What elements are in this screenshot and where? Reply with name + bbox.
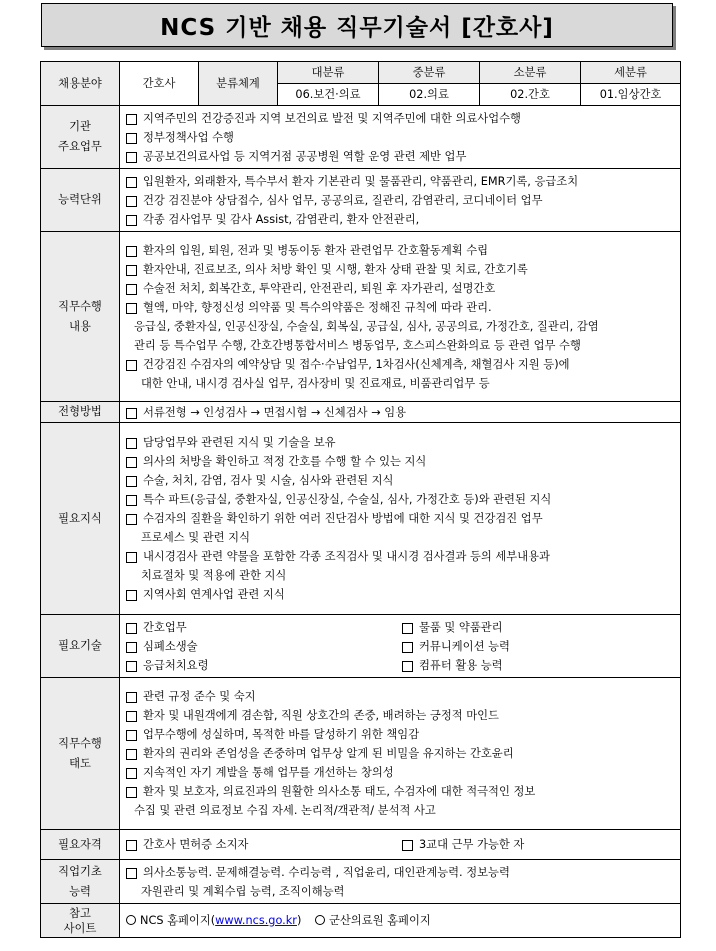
list-item: 건강검진 수검자의 예약상담 및 접수·수납업무, 1차검사(신체계측, 채혈검사 지원 등)에	[124, 355, 676, 374]
list-item: 의사소통능력. 문제해결능력. 수리능력 , 직업윤리, 대인관계능력. 정보능력	[124, 863, 676, 882]
list-item-continuation: 대한 안내, 내시경 검사실 업무, 검사장비 및 진료재료, 비품관리업무 등	[141, 376, 490, 390]
reference-label: 참고 사이트	[41, 904, 120, 938]
list-item: 관련 규정 준수 및 숙지	[124, 687, 676, 706]
list-item: 정부정책사업 수행	[124, 128, 676, 147]
hospital-homepage-text: 군산의료원 홈페이지	[328, 914, 431, 927]
list-item: 업무수행에 성실하며, 목적한 바를 달성하기 위한 책임감	[124, 725, 676, 744]
list-item: 심폐소생술	[124, 637, 400, 656]
main-duties-label: 기관 주요업무	[41, 106, 120, 169]
field-label: 채용분야	[41, 62, 120, 106]
checkbox-icon	[126, 787, 137, 798]
list-item: 환자 및 보호자, 의료진과의 원활한 의사소통 태도, 수검자에 대한 적극적인 정보	[124, 782, 676, 801]
checkbox-icon	[126, 196, 137, 207]
job-content-content	[120, 232, 681, 402]
checkbox-icon	[126, 303, 137, 314]
job-content-label: 직무수행 내용	[41, 232, 120, 402]
skills-label: 필요기술	[41, 615, 120, 678]
list-item: 간호업무	[124, 618, 400, 637]
list-item: 각종 검사업무 및 감사 Assist, 감염관리, 환자 안전관리,	[124, 210, 676, 229]
competency-label: 능력단위	[41, 169, 120, 232]
knowledge-label: 필요지식	[41, 423, 120, 615]
hiring-content	[120, 402, 681, 423]
list-item: 수검자의 질환을 확인하기 위한 여러 진단검사 방법에 대한 지식 및 건강검진 업무	[124, 509, 676, 528]
ncs-homepage-link[interactable]: www.ncs.go.kr	[215, 914, 297, 927]
level-name: 세분류	[581, 62, 681, 84]
list-item-continuation: 프로세스 및 관련 지식	[141, 531, 250, 544]
main-duties-content	[120, 106, 681, 169]
checkbox-icon	[126, 590, 137, 601]
checkbox-icon	[402, 642, 413, 653]
checkbox-icon	[126, 642, 137, 653]
list-item: 지역주민의 건강증진과 지역 보건의료 발전 및 지역주민에 대한 의료사업수행	[124, 109, 676, 128]
checkbox-icon	[126, 152, 137, 163]
list-item-continuation: 응급실, 중환자실, 인공신장실, 수술실, 회복실, 공급실, 심사, 공공의료, 가정간호, 질관리, 감염	[134, 319, 599, 333]
list-item: 담당업무와 관련된 지식 및 기술을 보유	[124, 433, 676, 452]
field-value: 간호사	[120, 62, 199, 106]
checkbox-icon	[126, 408, 137, 419]
reference-content: NCS 홈페이지(www.ncs.go.kr) 군산의료원 홈페이지	[120, 904, 681, 938]
list-item: 의사의 처방을 확인하고 적정 간호를 수행 할 수 있는 지식	[124, 452, 676, 471]
job-description-table	[40, 61, 681, 938]
checkbox-icon	[402, 661, 413, 672]
knowledge-content	[120, 423, 681, 615]
list-item: 지속적인 자기 계발을 통해 업무를 개선하는 창의성	[124, 763, 676, 782]
checkbox-icon	[126, 265, 137, 276]
qualification-content	[120, 830, 681, 860]
checkbox-icon	[126, 438, 137, 449]
level-value: 06.보건·의료	[278, 84, 379, 106]
attitude-content	[120, 678, 681, 830]
hiring-label: 전형방법	[41, 402, 120, 423]
basic-ability-content	[120, 860, 681, 904]
checkbox-icon	[126, 457, 137, 468]
classification-label: 분류체계	[199, 62, 278, 106]
attitude-label: 직무수행 태도	[41, 678, 120, 830]
checkbox-icon	[126, 749, 137, 760]
level-value: 02.의료	[379, 84, 480, 106]
checkbox-icon	[126, 514, 137, 525]
checkbox-icon	[126, 284, 137, 295]
level-name: 중분류	[379, 62, 480, 84]
list-item: 지역사회 연계사업 관련 지식	[124, 585, 676, 604]
list-item: 응급처치요령	[124, 656, 400, 675]
list-item: 환자안내, 진료보조, 의사 처방 확인 및 시행, 환자 상태 관찰 및 치료, 간호기록	[124, 260, 676, 279]
checkbox-icon	[126, 692, 137, 703]
list-item: 커뮤니케이션 능력	[400, 637, 676, 656]
checkbox-icon	[126, 661, 137, 672]
list-item: 입원환자, 외래환자, 특수부서 환자 기본관리 및 물품관리, 약품관리, EMR기록, 응급조치	[124, 172, 676, 191]
list-item-continuation: 수집 및 관련 의료정보 수집 자세. 논리적/객관적/ 분석적 사고	[134, 804, 436, 817]
checkbox-icon	[126, 495, 137, 506]
list-item-continuation: 관리 등 특수업무 수행, 간호간병통합서비스 병동업무, 호스피스완화의료 등 관련 업무 수행	[134, 338, 581, 352]
checkbox-icon	[126, 177, 137, 188]
checkbox-icon	[126, 552, 137, 563]
checkbox-icon	[126, 476, 137, 487]
list-item: 건강 검진분야 상담접수, 심사 업무, 공공의료, 질관리, 감염관리, 코디네이터 업무	[124, 191, 676, 210]
checkbox-icon	[126, 730, 137, 741]
checkbox-icon	[402, 840, 413, 851]
checkbox-icon	[126, 246, 137, 257]
list-item: 컴퓨터 활용 능력	[400, 656, 676, 675]
skills-content	[120, 615, 681, 678]
level-value: 01.임상간호	[581, 84, 681, 106]
circle-bullet-icon	[315, 915, 325, 925]
list-item-continuation: 치료절차 및 적용에 관한 지식	[141, 569, 287, 582]
list-item: 수술, 처치, 감염, 검사 및 시술, 심사와 관련된 지식	[124, 471, 676, 490]
list-item: 특수 파트(응급실, 중환자실, 인공신장실, 수술실, 심사, 가정간호 등)와 관련된 지식	[124, 490, 676, 509]
qualification-label: 필요자격	[41, 830, 120, 860]
checkbox-icon	[126, 360, 137, 371]
checkbox-icon	[126, 133, 137, 144]
checkbox-icon	[126, 215, 137, 226]
page-title: NCS 기반 채용 직무기술서 [간호사]	[41, 3, 673, 47]
list-item: 공공보건의료사업 등 지역거점 공공병원 역할 운영 관련 제반 업무	[124, 147, 676, 166]
level-name: 소분류	[480, 62, 581, 84]
list-item: 간호사 면허증 소지자	[124, 835, 400, 854]
basic-ability-label: 직업기초 능력	[41, 860, 120, 904]
list-item: 환자 및 내원객에게 겸손함, 직원 상호간의 존중, 배려하는 긍정적 마인드	[124, 706, 676, 725]
checkbox-icon	[126, 868, 137, 879]
competency-content	[120, 169, 681, 232]
hiring-steps: 서류전형 → 인성검사 → 면접시험 → 신체검사 → 임용	[143, 405, 407, 419]
level-name: 대분류	[278, 62, 379, 84]
checkbox-icon	[126, 768, 137, 779]
level-value: 02.간호	[480, 84, 581, 106]
list-item: 물품 및 약품관리	[400, 618, 676, 637]
checkbox-icon	[126, 840, 137, 851]
list-item: 내시경검사 관련 약물을 포함한 각종 조직검사 및 내시경 검사결과 등의 세부내용과	[124, 547, 676, 566]
list-item: 환자의 권리와 존엄성을 존중하며 업무상 알게 된 비밀을 유지하는 간호윤리	[124, 744, 676, 763]
checkbox-icon	[126, 711, 137, 722]
checkbox-icon	[402, 623, 413, 634]
list-item: 혈액, 마약, 향정신성 의약품 및 특수의약품은 정해진 규칙에 따라 관리.	[124, 298, 676, 317]
list-item: 3교대 근무 가능한 자	[400, 835, 676, 854]
list-item: 수술전 처치, 회복간호, 투약관리, 안전관리, 퇴원 후 자가관리, 설명간호	[124, 279, 676, 298]
list-item-continuation: 자원관리 및 계획수립 능력, 조직이해능력	[141, 884, 345, 898]
checkbox-icon	[126, 114, 137, 125]
circle-bullet-icon	[126, 915, 136, 925]
checkbox-icon	[126, 623, 137, 634]
list-item: 환자의 입원, 퇴원, 전과 및 병동이동 환자 관련업무 간호활동계획 수립	[124, 241, 676, 260]
